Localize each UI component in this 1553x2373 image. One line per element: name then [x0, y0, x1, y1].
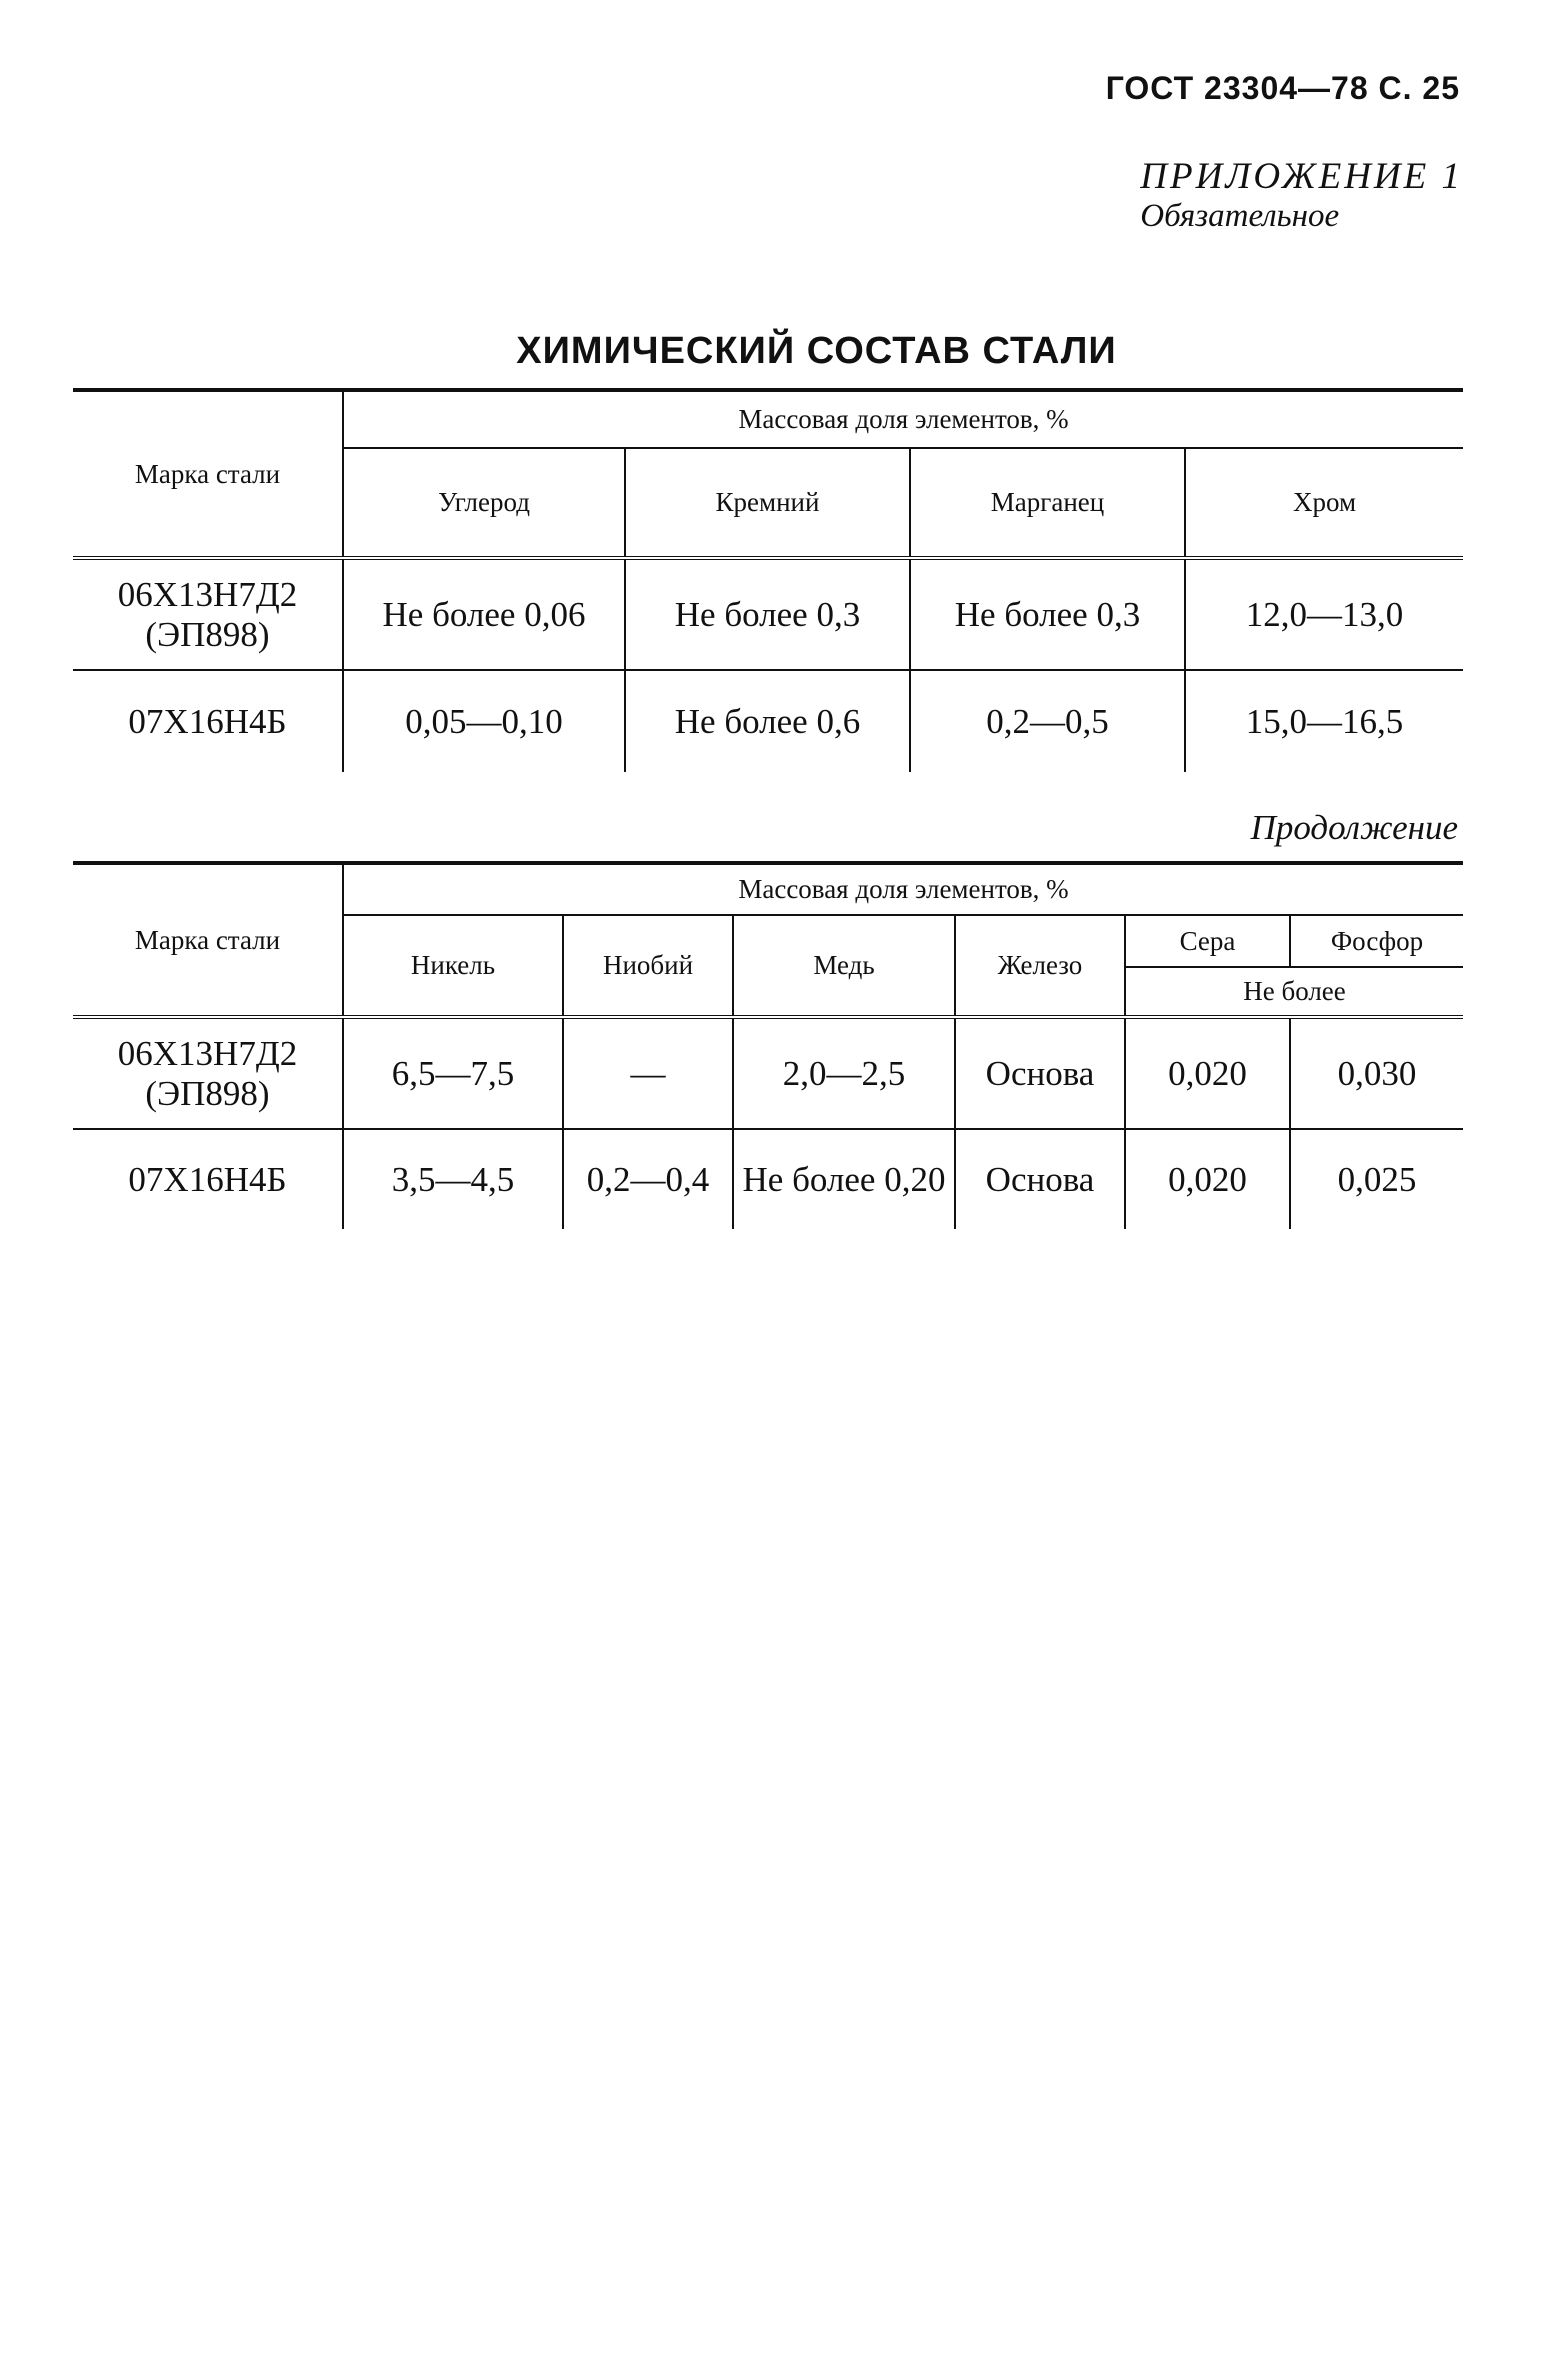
- chemical-composition-table-2: [73, 861, 1463, 1229]
- value-cell: 3,5—4,5: [343, 1129, 563, 1229]
- value-cell: Основа: [955, 1017, 1125, 1129]
- value-cell: 0,05—0,10: [343, 670, 625, 772]
- column-header-chromium: Хром: [1185, 448, 1463, 558]
- group-header: Массовая доля элементов, %: [343, 863, 1463, 915]
- value-cell: Не более 0,20: [733, 1129, 955, 1229]
- value-cell: 2,0—2,5: [733, 1017, 955, 1129]
- column-header-niobium: Ниобий: [563, 915, 733, 1017]
- value-cell: Не более 0,06: [343, 558, 625, 670]
- value-cell: Не более 0,6: [625, 670, 910, 772]
- value-cell: Не более 0,3: [910, 558, 1185, 670]
- grade-cell: 06Х13Н7Д2 (ЭП898): [73, 1017, 343, 1129]
- value-cell: 12,0—13,0: [1185, 558, 1463, 670]
- page-header: ГОСТ 23304—78 С. 25: [1105, 70, 1460, 106]
- grade-cell: 07Х16Н4Б: [128, 1159, 287, 1199]
- table-row: [73, 558, 1463, 670]
- grade-cell: 06Х13Н7Д2 (ЭП898): [73, 558, 343, 670]
- value-cell: 6,5—7,5: [343, 1017, 563, 1129]
- value-cell: 0,2—0,5: [910, 670, 1185, 772]
- table-row: [73, 1129, 1463, 1229]
- column-header-sulfur: Сера: [1125, 915, 1290, 967]
- value-cell: 0,030: [1290, 1017, 1463, 1129]
- table-row: [73, 1017, 1463, 1129]
- column-header-silicon: Кремний: [625, 448, 910, 558]
- grade-header: Марка стали: [73, 390, 343, 558]
- column-header-phosphorus: Фосфор: [1290, 915, 1463, 967]
- grade-cell: 07Х16Н4Б: [128, 701, 287, 741]
- value-cell: 0,2—0,4: [563, 1129, 733, 1229]
- value-cell: —: [563, 1017, 733, 1129]
- value-cell: Не более 0,3: [625, 558, 910, 670]
- grade-header: Марка стали: [73, 863, 343, 1017]
- column-header-iron: Железо: [955, 915, 1125, 1017]
- page-title: ХИМИЧЕСКИЙ СОСТАВ СТАЛИ: [516, 330, 1117, 372]
- value-cell: 0,020: [1125, 1129, 1290, 1229]
- group-header: Массовая доля элементов, %: [343, 390, 1463, 448]
- value-cell: 15,0—16,5: [1185, 670, 1463, 772]
- value-cell: Основа: [955, 1129, 1125, 1229]
- value-cell: 0,025: [1290, 1129, 1463, 1229]
- appendix-title: ПРИЛОЖЕНИЕ 1: [1140, 156, 1463, 197]
- continuation-label: Продолжение: [1250, 808, 1458, 847]
- column-header-carbon: Углерод: [343, 448, 625, 558]
- column-header-copper: Медь: [733, 915, 955, 1017]
- chemical-composition-table-1: [73, 388, 1463, 772]
- value-cell: 0,020: [1125, 1017, 1290, 1129]
- sub-header-max: Не более: [1125, 967, 1463, 1017]
- appendix-label: [1140, 155, 1463, 235]
- column-header-manganese: Марганец: [910, 448, 1185, 558]
- table-row: [73, 670, 1463, 772]
- column-header-nickel: Никель: [343, 915, 563, 1017]
- appendix-subtitle: Обязательное: [1140, 198, 1340, 234]
